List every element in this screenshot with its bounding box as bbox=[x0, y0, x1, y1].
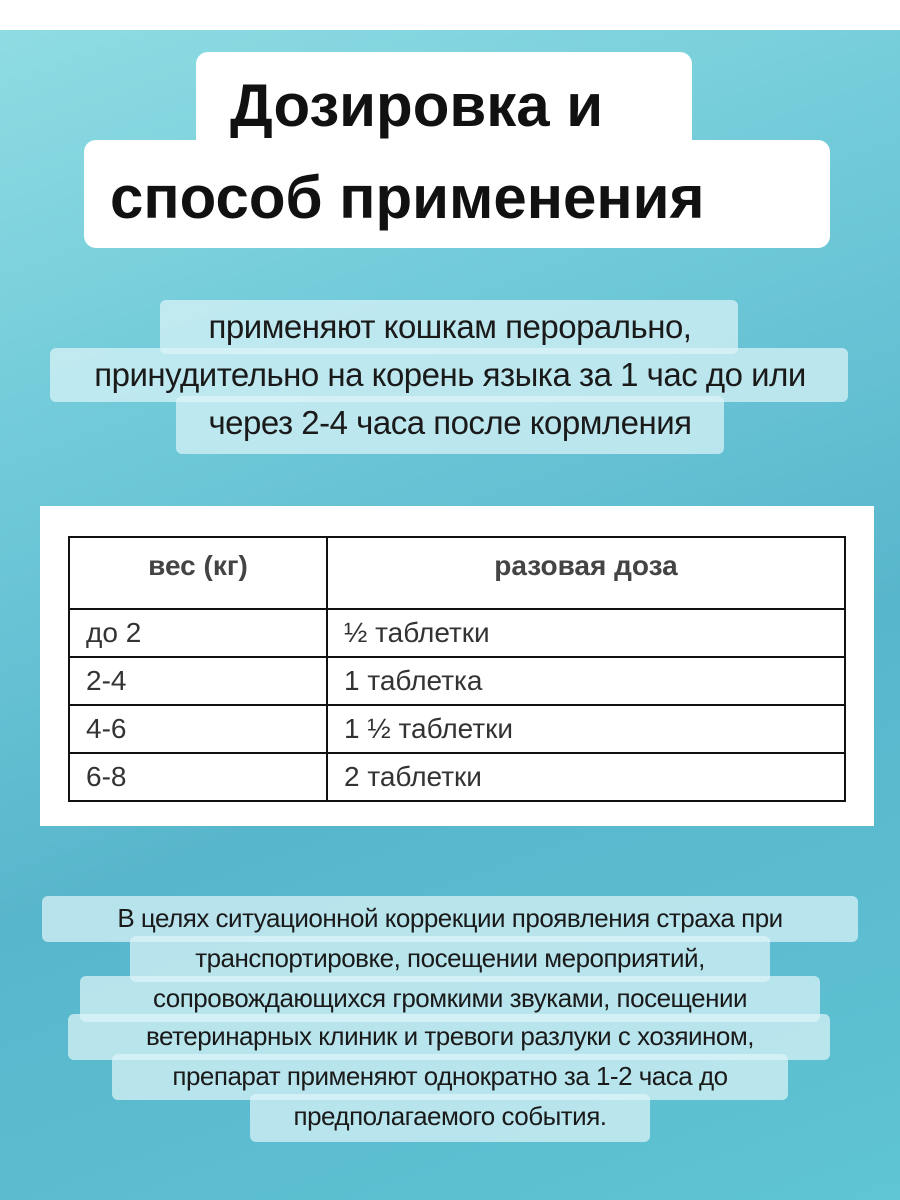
weight-cell: 4-6 bbox=[69, 705, 327, 753]
page-title-line-1: Дозировка и bbox=[230, 72, 604, 139]
instructions-line: через 2-4 часа после кормления bbox=[208, 404, 692, 441]
weight-cell: 6-8 bbox=[69, 753, 327, 801]
instructions-line: принудительно на корень языка за 1 час до или bbox=[94, 356, 806, 393]
dosage-table bbox=[68, 536, 846, 802]
dose-cell: 2 таблетки bbox=[327, 753, 845, 801]
note-line: препарат применяют однократно за 1-2 часа до bbox=[172, 1061, 728, 1091]
table-row bbox=[69, 609, 845, 657]
table-row bbox=[69, 705, 845, 753]
table-row bbox=[69, 753, 845, 801]
note-line: В целях ситуационной коррекции проявления страха при bbox=[117, 903, 783, 933]
note-line: сопровождающихся громкими звуками, посещении bbox=[152, 983, 748, 1013]
page-title-line-2: способ применения bbox=[110, 164, 705, 231]
table-header-row bbox=[69, 537, 845, 609]
column-header-weight: вес (кг) bbox=[69, 537, 327, 609]
dose-cell: ½ таблетки bbox=[327, 609, 845, 657]
note-line: предполагаемого события. bbox=[293, 1101, 607, 1131]
dose-cell: 1 ½ таблетки bbox=[327, 705, 845, 753]
instructions-line: применяют кошкам перорально, bbox=[208, 308, 692, 345]
table-row bbox=[69, 657, 845, 705]
note-line: ветеринарных клиник и тревоги разлуки с хозяином, bbox=[146, 1021, 754, 1051]
dose-cell: 1 таблетка bbox=[327, 657, 845, 705]
column-header-dose: разовая доза bbox=[327, 537, 845, 609]
note-line: транспортировке, посещении мероприятий, bbox=[195, 943, 705, 973]
weight-cell: до 2 bbox=[69, 609, 327, 657]
weight-cell: 2-4 bbox=[69, 657, 327, 705]
